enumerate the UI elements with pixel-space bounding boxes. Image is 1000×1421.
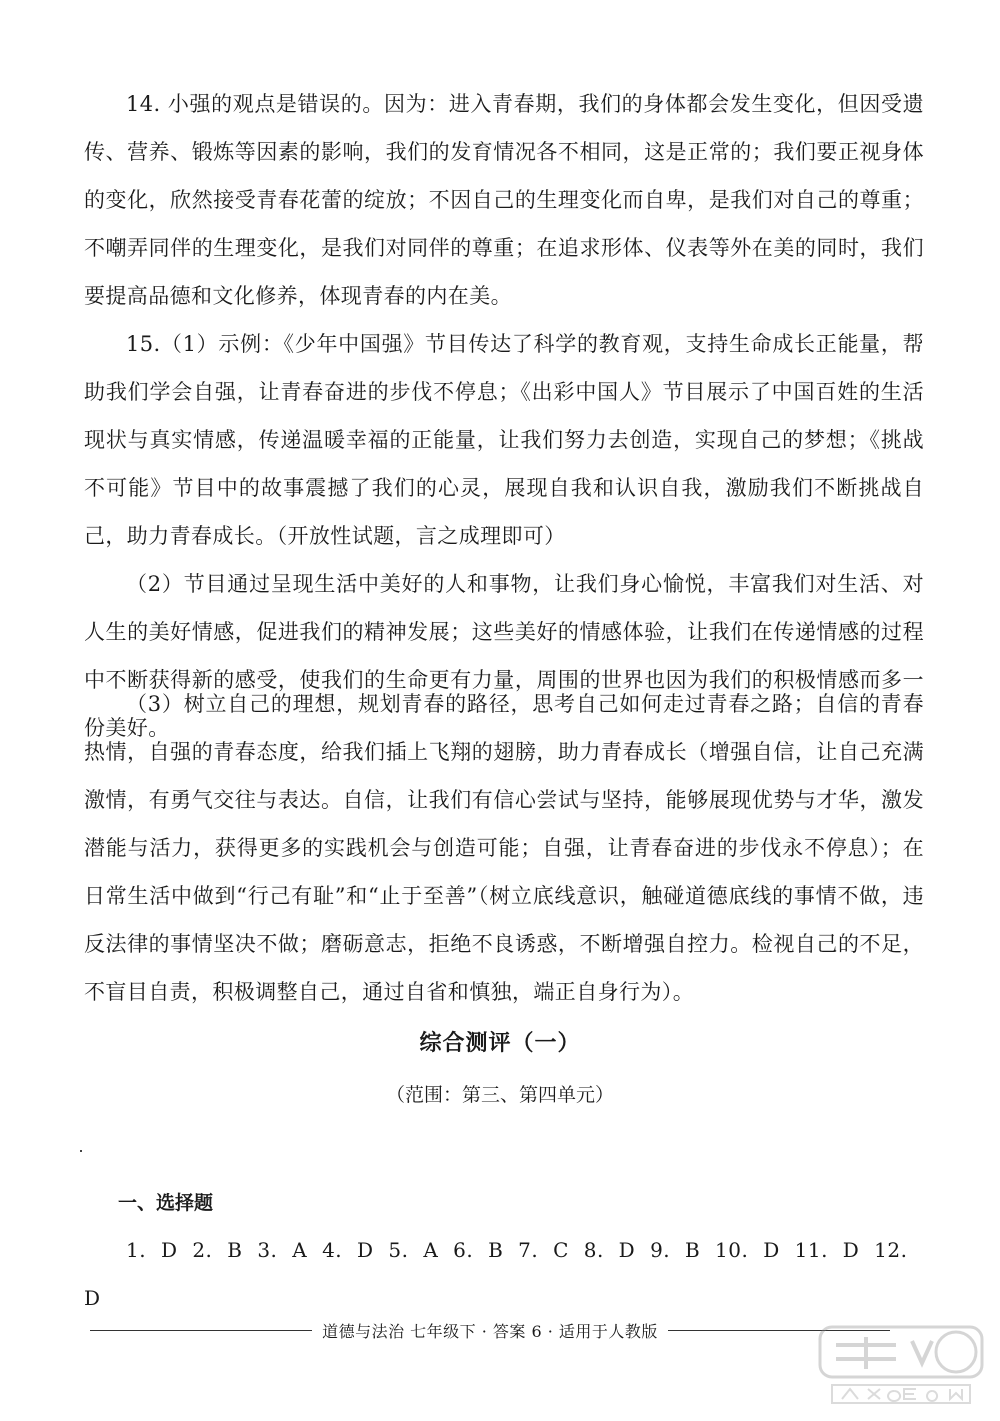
section-title: 综合测评（一） bbox=[419, 1031, 581, 1056]
speck-mark bbox=[80, 1150, 82, 1152]
watermark-logo bbox=[816, 1323, 986, 1409]
footer-rule-left bbox=[90, 1330, 312, 1331]
answer-15-part-2: （2）节目通过呈现生活中美好的人和事物，让我们身心愉悦，丰富我们对生活、对人生的美好情感，促进我们的精神发展；这些美好的情感体验，让我们在传递情感的过程中不断获得新的感受，使我们的生命更有力量，周围的世界也因为我们的积极情感而多一份美好。 bbox=[84, 572, 924, 740]
page-footer bbox=[90, 1318, 890, 1342]
footer-label: 道德与法治 七年级下 · 答案 6 · 适用于人教版 bbox=[322, 1321, 658, 1341]
watermark-logo-icon bbox=[816, 1323, 986, 1409]
answer-15-part-1: 15.（1）示例：《少年中国强》节目传达了科学的教育观，支持生命成长正能量，帮助我们学会自强，让青春奋进的步伐不停息；《出彩中国人》节目展示了中国百姓的生活现状与真实情感，传递温暖幸福的正能量，让我们努力去创造，实现自己的梦想；《挑战不可能》节目中的故事震撼了我们的心灵，展现自我和认识自我，激励我们不断挑战自己，助力青春成长。（开放性试题，言之成理即可） bbox=[84, 332, 924, 548]
multiple-choice-heading: 一、选择题 bbox=[118, 1192, 214, 1214]
section-scope: （范围：第三、第四单元） bbox=[385, 1084, 614, 1106]
answer-15-part-3: （3）树立自己的理想，规划青春的路径，思考自己如何走过青春之路；自信的青春热情，自强的青春态度，给我们插上飞翔的翅膀，助力青春成长（增强自信，让自己充满激情，有勇气交往与表达。自信，让我们有信心尝试与坚持，能够展现优势与才华，激发潜能与活力，获得更多的实践机会与创造可能；自强，让青春奋进的步伐永不停息）；在日常生活中做到“行己有耻”和“止于至善”（树立底线意识，触碰道德底线的事情不做，违反法律的事情坚决不做；磨砺意志，拒绝不良诱惑，不断增强自控力。检视自己的不足，不盲目自责，积极调整自己，通过自省和慎独，端正自身行为）。 bbox=[84, 692, 924, 1004]
answer-14: 14. 小强的观点是错误的。因为：进入青春期，我们的身体都会发生变化，但因受遗传、营养、锻炼等因素的影响，我们的发育情况各不相同，这是正常的；我们要正视身体的变化，欣然接受青春花蕾的绽放；不因自己的生理变化而自卑，是我们对自己的尊重；不嘲弄同伴的生理变化，是我们对同伴的尊重；在追求形体、仪表等外在美的同时，我们要提高品德和文化修养，体现青春的内在美。 bbox=[84, 92, 924, 308]
multiple-choice-answers: 1. D 2. B 3. A 4. D 5. A 6. B 7. C 8. D 9. B 10. D 11. D 12. D bbox=[84, 1238, 908, 1310]
